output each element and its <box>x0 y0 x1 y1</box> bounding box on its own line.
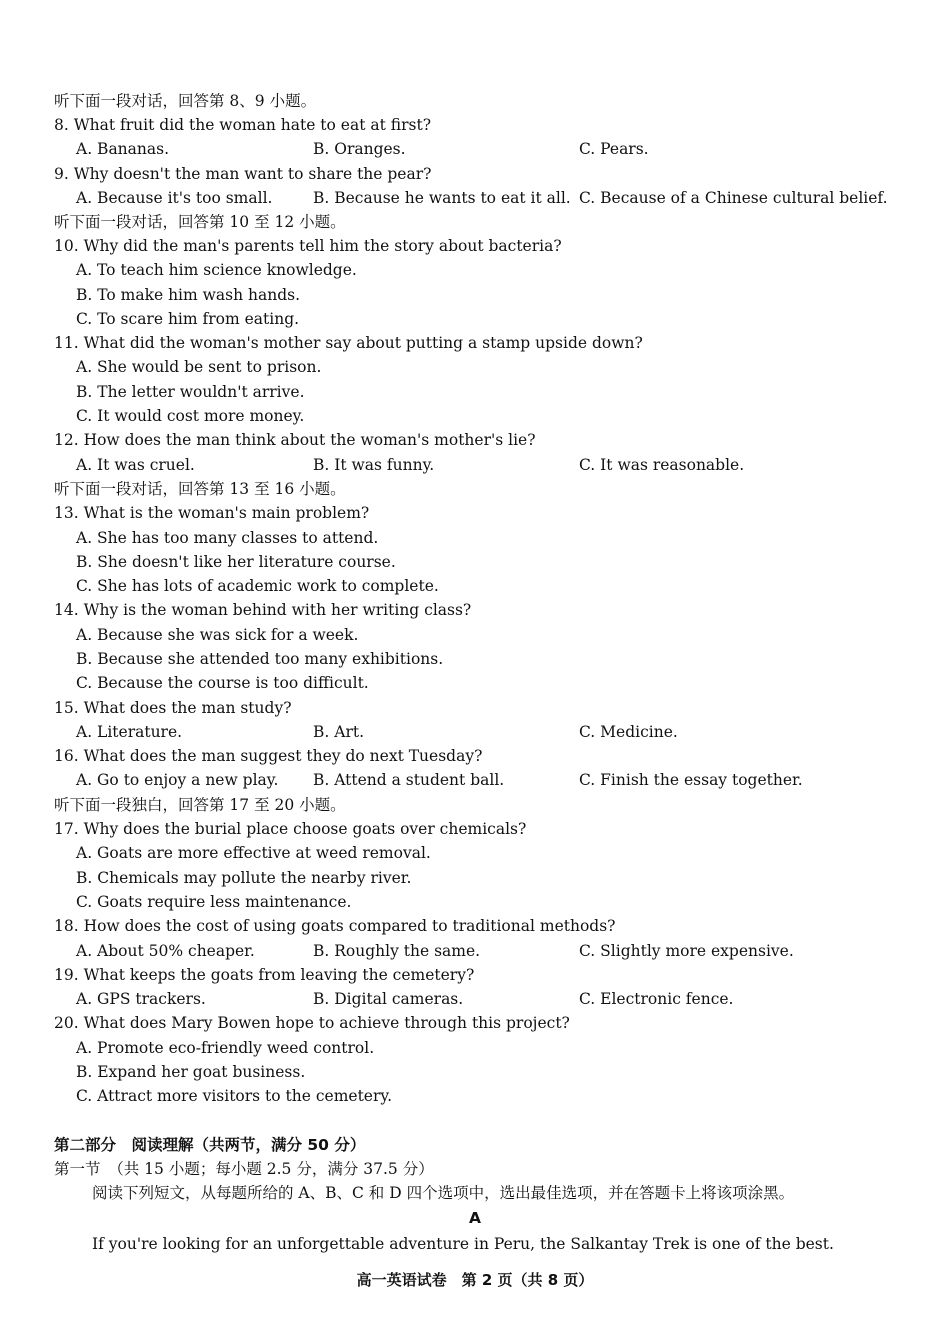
option-b: B. Because he wants to eat it all. <box>313 189 571 207</box>
question-stem: 15. What does the man study? <box>54 699 292 717</box>
option-c: C. Medicine. <box>579 723 678 741</box>
option-a: A. Because it's too small. <box>76 189 273 207</box>
section-intro: 听下面一段对话，回答第 13 至 16 小题。 <box>54 480 346 498</box>
section-intro: 听下面一段独白，回答第 17 至 20 小题。 <box>54 796 346 814</box>
option-b: B. It was funny. <box>313 456 435 474</box>
option-b: B. Attend a student ball. <box>313 771 505 789</box>
option-a: A. Promote eco-friendly weed control. <box>76 1039 375 1057</box>
question-stem: 10. Why did the man's parents tell him the story about bacteria? <box>54 237 562 255</box>
option-c: C. She has lots of academic work to complete. <box>76 577 439 595</box>
option-c: C. Goats require less maintenance. <box>76 893 352 911</box>
option-a: A. Bananas. <box>76 140 170 158</box>
option-c: C. Because of a Chinese cultural belief. <box>579 189 888 207</box>
option-c: C. It would cost more money. <box>76 407 305 425</box>
question-stem: 19. What keeps the goats from leaving the cemetery? <box>54 966 475 984</box>
option-b: B. Digital cameras. <box>313 990 464 1008</box>
option-a: A. To teach him science knowledge. <box>76 261 357 279</box>
question-stem: 13. What is the woman's main problem? <box>54 504 370 522</box>
question-stem: 12. How does the man think about the woman's mother's lie? <box>54 431 536 449</box>
option-a: A. Literature. <box>76 723 183 741</box>
part-title: 第二部分 阅读理解（共两节，满分 50 分） <box>54 1136 366 1154</box>
option-c: C. Pears. <box>579 140 649 158</box>
option-a: A. She would be sent to prison. <box>76 358 322 376</box>
question-stem: 8. What fruit did the woman hate to eat at first? <box>54 116 432 134</box>
option-c: C. To scare him from eating. <box>76 310 300 328</box>
passage-label: A <box>469 1209 481 1227</box>
section-heading: 第一节 （共 15 小题；每小题 2.5 分，满分 37.5 分） <box>54 1160 434 1178</box>
passage-text: If you're looking for an unforgettable adventure in Peru, the Salkantay Trek is one of the best. <box>92 1235 834 1253</box>
question-stem: 17. Why does the burial place choose goats over chemicals? <box>54 820 527 838</box>
option-a: A. Goats are more effective at weed removal. <box>76 844 431 862</box>
option-a: A. Go to enjoy a new play. <box>76 771 279 789</box>
question-stem: 14. Why is the woman behind with her writing class? <box>54 601 472 619</box>
section-intro: 听下面一段对话，回答第 10 至 12 小题。 <box>54 213 346 231</box>
option-c: C. Finish the essay together. <box>579 771 803 789</box>
option-a: A. GPS trackers. <box>76 990 206 1008</box>
option-b: B. She doesn't like her literature course. <box>76 553 396 571</box>
option-a: A. She has too many classes to attend. <box>76 529 379 547</box>
question-stem: 16. What does the man suggest they do next Tuesday? <box>54 747 483 765</box>
option-b: B. Oranges. <box>313 140 406 158</box>
question-stem: 20. What does Mary Bowen hope to achieve through this project? <box>54 1014 570 1032</box>
question-stem: 9. Why doesn't the man want to share the pear? <box>54 165 432 183</box>
question-stem: 18. How does the cost of using goats compared to traditional methods? <box>54 917 616 935</box>
option-c: C. Attract more visitors to the cemetery. <box>76 1087 393 1105</box>
option-b: B. Expand her goat business. <box>76 1063 306 1081</box>
section-intro: 听下面一段对话，回答第 8、9 小题。 <box>54 92 317 110</box>
page-footer: 高一英语试卷 第 2 页（共 8 页） <box>356 1271 594 1289</box>
option-b: B. Art. <box>313 723 365 741</box>
option-c: C. Because the course is too difficult. <box>76 674 369 692</box>
option-b: B. Roughly the same. <box>313 942 481 960</box>
option-a: A. It was cruel. <box>76 456 195 474</box>
option-b: B. Chemicals may pollute the nearby river. <box>76 869 412 887</box>
option-a: A. Because she was sick for a week. <box>76 626 359 644</box>
option-b: B. To make him wash hands. <box>76 286 301 304</box>
question-stem: 11. What did the woman's mother say about putting a stamp upside down? <box>54 334 643 352</box>
option-c: C. It was reasonable. <box>579 456 745 474</box>
option-b: B. The letter wouldn't arrive. <box>76 383 305 401</box>
option-c: C. Slightly more expensive. <box>579 942 794 960</box>
option-b: B. Because she attended too many exhibitions. <box>76 650 444 668</box>
option-a: A. About 50% cheaper. <box>76 942 255 960</box>
option-c: C. Electronic fence. <box>579 990 734 1008</box>
instruction: 阅读下列短文，从每题所给的 A、B、C 和 D 四个选项中，选出最佳选项，并在答题卡上将该项涂黑。 <box>92 1184 795 1202</box>
